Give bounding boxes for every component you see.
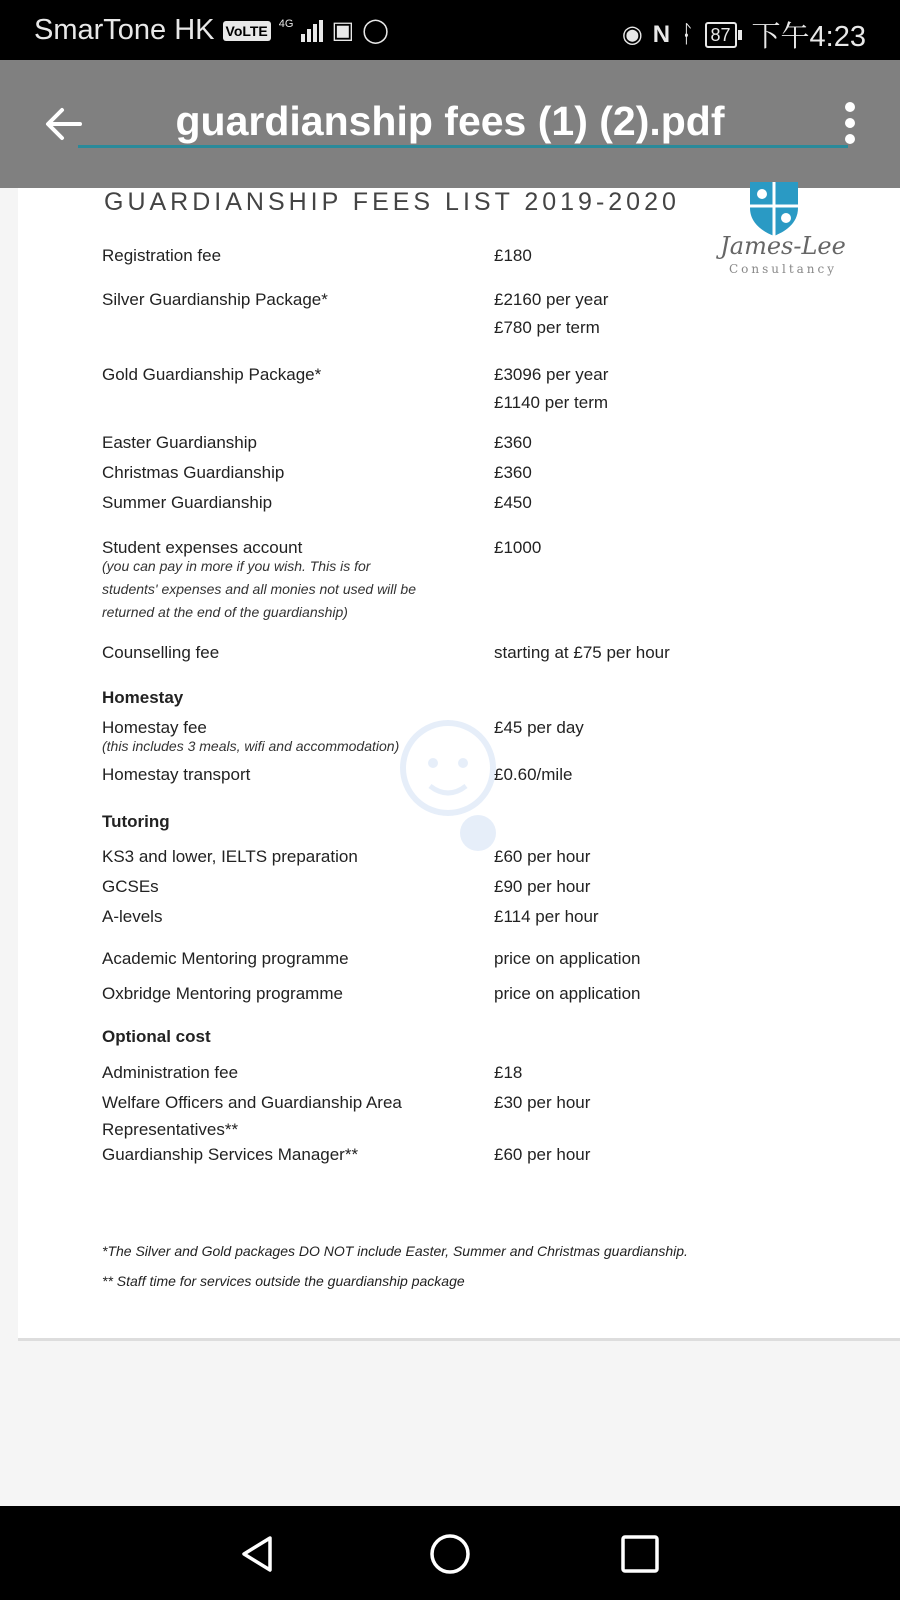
fee-value: £450 [494, 493, 532, 512]
logo-subtitle: Consultancy [728, 262, 838, 276]
battery-level: 87 [705, 22, 737, 48]
fee-label: Counselling fee [102, 643, 220, 662]
fee-label: KS3 and lower, IELTS preparation [102, 847, 358, 866]
clock: 下午4:23 [751, 21, 866, 53]
fee-value: £360 [494, 463, 532, 482]
fee-label: Easter Guardianship [102, 433, 257, 452]
fee-note: students' expenses and all monies not used will be [102, 581, 416, 597]
shield-icon [746, 178, 802, 238]
fee-label: Summer Guardianship [102, 493, 273, 512]
nav-recents-icon[interactable] [620, 1534, 660, 1574]
fee-value: £3096 per year [494, 365, 609, 384]
pdf-page [18, 188, 900, 1338]
battery-icon [705, 22, 742, 48]
fee-label: Student expenses account [102, 538, 303, 557]
fee-label: Homestay transport [102, 765, 251, 784]
fee-note: (you can pay in more if you wish. This is for [102, 558, 371, 574]
document-title: guardianship fees (1) (2).pdf [175, 98, 725, 144]
fee-label: Guardianship Services Manager** [102, 1145, 359, 1164]
back-arrow-icon[interactable] [40, 100, 88, 148]
fees-list-title: GUARDIANSHIP FEES LIST 2019-2020 [104, 188, 680, 216]
status-bar [0, 0, 900, 60]
fee-label: Silver Guardianship Package* [102, 290, 328, 309]
fee-label: GCSEs [102, 877, 159, 896]
fee-value: £360 [494, 433, 532, 452]
bluetooth-icon: ᛛ [680, 20, 695, 48]
fee-label: Administration fee [102, 1063, 239, 1082]
fee-label: Oxbridge Mentoring programme [102, 984, 343, 1003]
nav-home-icon[interactable] [428, 1532, 472, 1576]
company-logo [708, 178, 858, 288]
fee-label: Gold Guardianship Package* [102, 365, 322, 384]
fee-value: £1140 per term [494, 393, 609, 412]
fee-value: £30 per hour [494, 1093, 591, 1112]
fee-value: £60 per hour [494, 1145, 591, 1164]
more-vert-icon[interactable] [844, 102, 856, 144]
fee-label: Welfare Officers and Guardianship Area [102, 1093, 402, 1112]
eye-comfort-icon: ◉ [621, 21, 643, 48]
fee-value: £60 per hour [494, 847, 591, 866]
fee-value: £780 per term [494, 318, 600, 337]
volte-badge: VoLTE [223, 21, 271, 41]
footnote: ** Staff time for services outside the guardianship package [102, 1273, 465, 1289]
app-notification-icon: ▣ [331, 17, 355, 44]
fee-value: £114 per hour [494, 907, 599, 926]
fee-label: Christmas Guardianship [102, 463, 285, 482]
logo-name: James-Lee [720, 232, 846, 260]
fee-value: £180 [494, 246, 532, 265]
fee-value: £45 per day [494, 718, 584, 737]
app-bar [0, 60, 900, 188]
carrier-name: SmarTone HK [34, 14, 215, 46]
fee-label: Registration fee [102, 246, 222, 265]
navigation-bar [0, 1506, 900, 1600]
fee-label: Representatives** [102, 1120, 239, 1139]
section-heading: Tutoring [102, 812, 170, 831]
nfc-icon: N [652, 20, 671, 48]
fee-label: A-levels [102, 907, 163, 926]
fee-value: £1000 [494, 538, 542, 557]
signal-icon [301, 20, 323, 42]
footnote: *The Silver and Gold packages DO NOT include Easter, Summer and Christmas guardianship. [102, 1243, 688, 1259]
section-heading: Homestay [102, 688, 184, 707]
section-heading: Optional cost [102, 1027, 211, 1046]
fee-value: £2160 per year [494, 290, 609, 309]
network-type: 4G [278, 18, 294, 30]
fee-label: Academic Mentoring programme [102, 949, 349, 968]
fee-label: Homestay fee [102, 718, 207, 737]
fee-value: £90 per hour [494, 877, 591, 896]
fee-value: price on application [494, 984, 641, 1003]
nav-back-icon[interactable] [236, 1532, 280, 1576]
fee-note: (this includes 3 meals, wifi and accommodation) [102, 738, 400, 754]
fee-value: price on application [494, 949, 641, 968]
fee-value: £18 [494, 1063, 523, 1082]
fee-value: £0.60/mile [494, 765, 573, 784]
message-icon: ◯ [362, 17, 390, 44]
fee-note: returned at the end of the guardianship) [102, 604, 348, 620]
title-underline [78, 145, 848, 148]
fee-value: starting at £75 per hour [494, 643, 670, 662]
